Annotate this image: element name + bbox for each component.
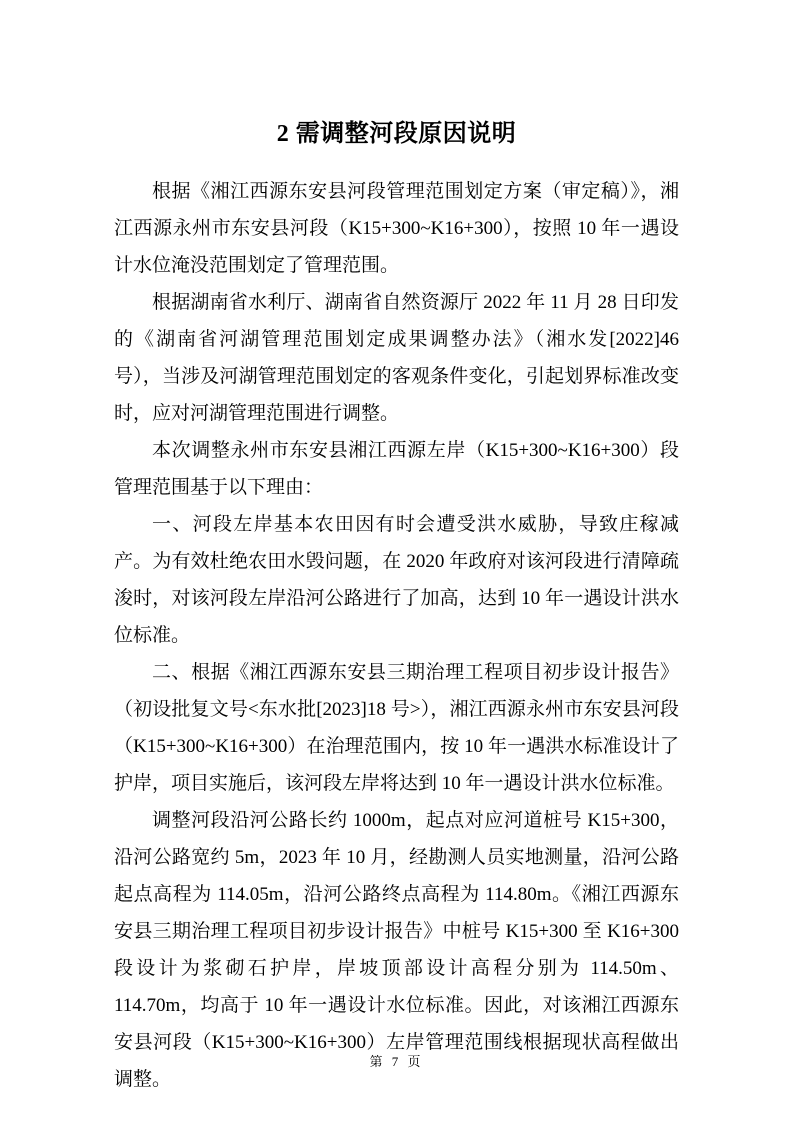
page-title: 2 需调整河段原因说明	[276, 121, 517, 147]
paragraph: 二、根据《湘江西源东安县三期治理工程项目初步设计报告》（初设批复文号<东水批[2023]18 号>），湘江西源永州市东安县河段（K15+300~K16+300）在治理范围内，按 10 年一遇洪水标准设计了护岸，项目实施后，该河段左岸将达到 10 年一遇设计洪水位标准。	[114, 662, 679, 794]
document-body	[114, 116, 679, 1098]
page-footer	[0, 1052, 793, 1072]
paragraph: 一、河段左岸基本农田因有时会遭受洪水威胁，导致庄稼减产。为有效杜绝农田水毁问题，在 2020 年政府对该河段进行清障疏浚时，对该河段左岸沿河公路进行了加高，达到 10 年一遇设计洪水位标准。	[114, 514, 679, 646]
page-number: 第 7 页	[369, 1054, 424, 1069]
paragraph: 根据《湘江西源东安县河段管理范围划定方案（审定稿）》，湘江西源永州市东安县河段（K15+300~K16+300），按照 10 年一遇设计水位淹没范围划定了管理范围。	[114, 181, 679, 276]
paragraph: 调整河段沿河公路长约 1000m，起点对应河道桩号 K15+300，沿河公路宽约 5m，2023 年 10 月，经勘测人员实地测量，沿河公路起点高程为 114.05m，沿河公路终点高程为 114.80m。《湘江西源东安县三期治理工程项目初步设计报告》中桩号 K15+300 至 K16+300 段设计为浆砌石护岸，岸坡顶部设计高程分别为 114.50m、114.70m，均高于 10 年一遇设计水位标准。因此，对该湘江西源东安县河段（K15+300~K16+300）左岸管理范围线根据现状高程做出调整。	[114, 810, 679, 1090]
paragraph: 根据湖南省水利厅、湖南省自然资源厅 2022 年 11 月 28 日印发的《湖南省河湖管理范围划定成果调整办法》（湘水发[2022]46 号），当涉及河湖管理范围划定的客观条件变化，引起划界标准改变时，应对河湖管理范围进行调整。	[114, 292, 679, 424]
paragraph: 本次调整永州市东安县湘江西源左岸（K15+300~K16+300）段管理范围基于以下理由：	[114, 440, 679, 498]
